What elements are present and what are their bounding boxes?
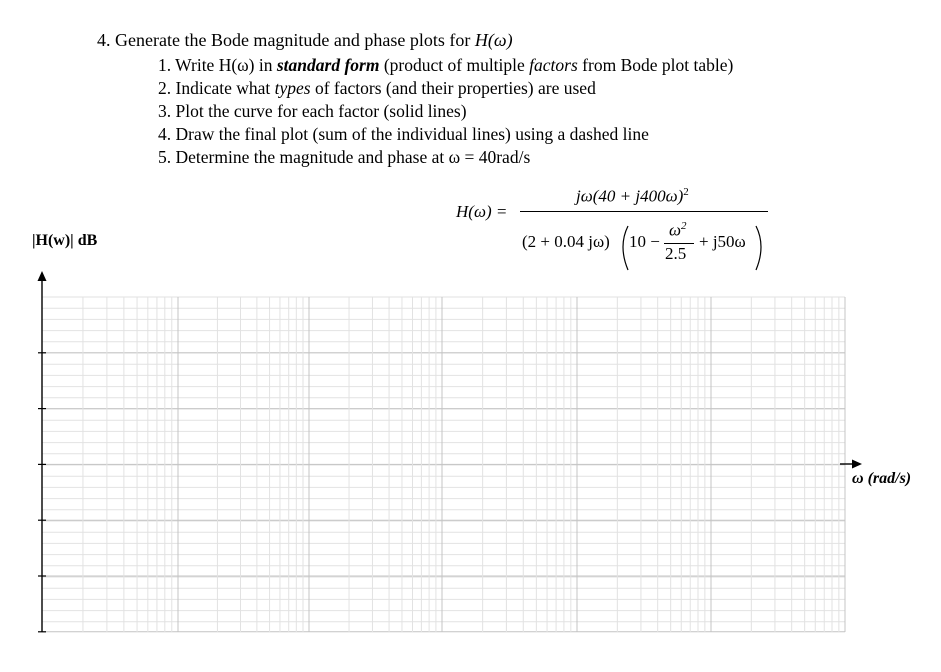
step-2-emphasis: types bbox=[274, 78, 311, 98]
step-4: 4. Draw the final plot (sum of the individual lines) using a dashed line bbox=[158, 124, 649, 144]
step-1-text-3: from Bode plot table) bbox=[577, 55, 734, 75]
denominator-factor-1: (2 + 0.04 jω) bbox=[522, 232, 610, 251]
step-5: 5. Determine the magnitude and phase at ω = 40rad/s bbox=[158, 147, 531, 167]
y-axis-label: |H(w)| dB bbox=[32, 232, 98, 249]
x-axis-arrow bbox=[852, 460, 862, 469]
denominator-factor-3: + j50ω bbox=[699, 232, 746, 251]
step-1-emphasis: standard form bbox=[276, 55, 380, 75]
equation-lhs: H(ω) = bbox=[456, 202, 508, 221]
x-axis-label: ω (rad/s) bbox=[852, 470, 912, 487]
step-2-text-2: of factors (and their properties) are used bbox=[310, 78, 596, 98]
step-1-text: 1. Write H(ω) in bbox=[158, 55, 277, 75]
step-2-text: 2. Indicate what bbox=[158, 78, 275, 98]
step-1-emphasis-2: factors bbox=[529, 55, 578, 75]
step-1-text-2: (product of multiple bbox=[379, 55, 530, 75]
numerator-exponent: 2 bbox=[683, 186, 689, 198]
denominator-factor-2: 10 − bbox=[629, 232, 660, 251]
numerator-text: jω(40 + j400ω) bbox=[576, 186, 684, 206]
step-3: 3. Plot the curve for each factor (solid lines) bbox=[158, 101, 467, 121]
omega-text: ω bbox=[669, 220, 682, 240]
problem-text: Generate the Bode magnitude and phase plots for bbox=[115, 30, 475, 50]
y-axis-arrow bbox=[38, 271, 47, 281]
omega-exponent: 2 bbox=[681, 220, 687, 232]
problem-function: H(ω) bbox=[474, 30, 513, 50]
inner-denominator: 2.5 bbox=[665, 244, 687, 263]
problem-number: 4. bbox=[97, 30, 111, 50]
